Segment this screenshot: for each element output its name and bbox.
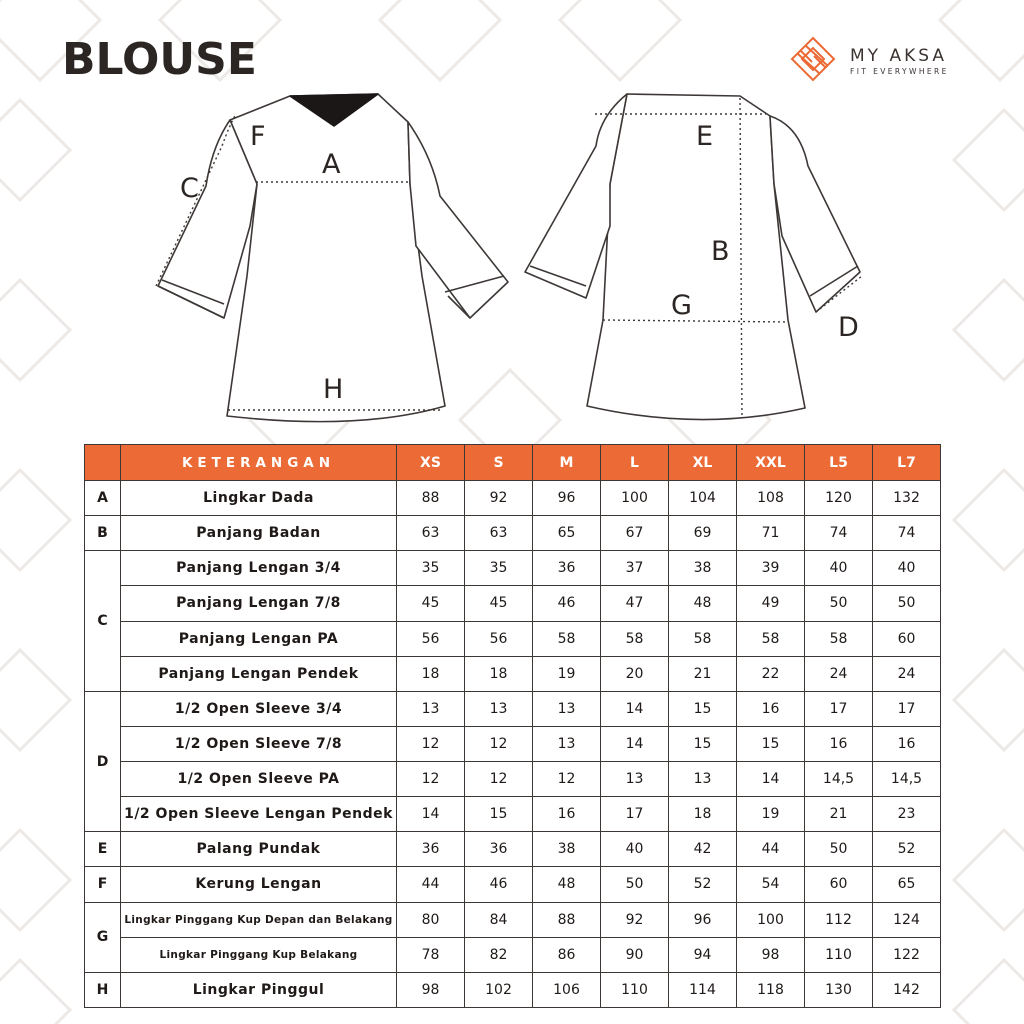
brand-logo-icon (788, 36, 838, 82)
size-value-cell: 112 (805, 902, 873, 937)
size-value-cell: 21 (805, 797, 873, 832)
size-value-cell: 58 (737, 621, 805, 656)
size-value-cell: 50 (601, 867, 669, 902)
size-value-cell: 88 (533, 902, 601, 937)
measurement-label-cell: Panjang Lengan 3/4 (121, 551, 397, 586)
size-value-cell: 39 (737, 551, 805, 586)
size-value-cell: 12 (465, 726, 533, 761)
size-value-cell: 18 (397, 656, 465, 691)
size-value-cell: 56 (397, 621, 465, 656)
label-a: A (322, 149, 341, 180)
size-value-cell: 50 (805, 832, 873, 867)
table-row (85, 762, 941, 797)
size-value-cell: 50 (873, 586, 941, 621)
label-d: D (838, 312, 859, 343)
size-value-cell: 19 (737, 797, 805, 832)
table-row (85, 937, 941, 972)
measurement-label-cell: Panjang Lengan 7/8 (121, 586, 397, 621)
size-value-cell: 12 (533, 762, 601, 797)
size-value-cell: 60 (873, 621, 941, 656)
size-value-cell: 86 (533, 937, 601, 972)
size-value-cell: 22 (737, 656, 805, 691)
size-value-cell: 20 (601, 656, 669, 691)
size-value-cell: 71 (737, 516, 805, 551)
label-h: H (323, 374, 344, 405)
size-value-cell: 132 (873, 481, 941, 516)
size-value-cell: 12 (397, 726, 465, 761)
size-value-cell: 14 (601, 726, 669, 761)
brand-block (788, 36, 968, 82)
size-value-cell: 19 (533, 656, 601, 691)
measurement-label-cell: Panjang Lengan Pendek (121, 656, 397, 691)
table-row (85, 621, 941, 656)
size-value-cell: 84 (465, 902, 533, 937)
brand-tagline: FIT EVERYWHERE (850, 67, 949, 76)
size-value-cell: 17 (873, 691, 941, 726)
size-value-cell: 14 (397, 797, 465, 832)
size-value-cell: 24 (805, 656, 873, 691)
size-value-cell: 52 (669, 867, 737, 902)
size-value-cell: 36 (397, 832, 465, 867)
size-value-cell: 13 (533, 726, 601, 761)
size-value-cell: 120 (805, 481, 873, 516)
measurement-label-cell: Kerung Lengan (121, 867, 397, 902)
size-value-cell: 49 (737, 586, 805, 621)
size-value-cell: 18 (465, 656, 533, 691)
size-value-cell: 36 (465, 832, 533, 867)
measurement-label-cell: Lingkar Dada (121, 481, 397, 516)
size-value-cell: 13 (669, 762, 737, 797)
table-row (85, 867, 941, 902)
size-value-cell: 94 (669, 937, 737, 972)
size-value-cell: 130 (805, 972, 873, 1007)
measurement-label-cell: Lingkar Pinggul (121, 972, 397, 1007)
header-cell: M (533, 445, 601, 481)
size-value-cell: 142 (873, 972, 941, 1007)
size-value-cell: 12 (465, 762, 533, 797)
group-code-cell: E (85, 832, 121, 867)
size-value-cell: 16 (533, 797, 601, 832)
table-row (85, 551, 941, 586)
table-row (85, 972, 941, 1007)
table-row (85, 726, 941, 761)
size-value-cell: 88 (397, 481, 465, 516)
brand-name: MY AKSA (850, 46, 947, 66)
table-row (85, 797, 941, 832)
size-value-cell: 60 (805, 867, 873, 902)
size-value-cell: 17 (805, 691, 873, 726)
size-value-cell: 15 (669, 726, 737, 761)
measurement-label-cell: 1/2 Open Sleeve 3/4 (121, 691, 397, 726)
header-cell: L (601, 445, 669, 481)
size-value-cell: 15 (465, 797, 533, 832)
header-cell: L7 (873, 445, 941, 481)
size-value-cell: 90 (601, 937, 669, 972)
size-value-cell: 44 (737, 832, 805, 867)
size-value-cell: 110 (601, 972, 669, 1007)
size-value-cell: 52 (873, 832, 941, 867)
size-value-cell: 98 (397, 972, 465, 1007)
size-value-cell: 16 (737, 691, 805, 726)
size-value-cell: 48 (669, 586, 737, 621)
size-value-cell: 40 (805, 551, 873, 586)
header-code-cell (85, 445, 121, 481)
size-value-cell: 15 (669, 691, 737, 726)
size-value-cell: 47 (601, 586, 669, 621)
table-row (85, 656, 941, 691)
size-value-cell: 54 (737, 867, 805, 902)
size-value-cell: 104 (669, 481, 737, 516)
size-value-cell: 23 (873, 797, 941, 832)
header-cell: L5 (805, 445, 873, 481)
table-row (85, 481, 941, 516)
size-value-cell: 40 (873, 551, 941, 586)
size-value-cell: 58 (601, 621, 669, 656)
measurement-label-cell: 1/2 Open Sleeve 7/8 (121, 726, 397, 761)
measurement-label-cell: Panjang Badan (121, 516, 397, 551)
size-value-cell: 58 (805, 621, 873, 656)
size-value-cell: 98 (737, 937, 805, 972)
table-row (85, 832, 941, 867)
page-title: BLOUSE (62, 34, 257, 85)
size-value-cell: 108 (737, 481, 805, 516)
size-value-cell: 110 (805, 937, 873, 972)
group-code-cell: F (85, 867, 121, 902)
size-value-cell: 14,5 (805, 762, 873, 797)
size-value-cell: 65 (873, 867, 941, 902)
size-chart-table (84, 444, 941, 1008)
measurement-label-cell: 1/2 Open Sleeve PA (121, 762, 397, 797)
size-value-cell: 74 (873, 516, 941, 551)
size-value-cell: 13 (465, 691, 533, 726)
size-value-cell: 80 (397, 902, 465, 937)
size-value-cell: 35 (465, 551, 533, 586)
front-view-blouse (158, 94, 508, 422)
size-value-cell: 58 (669, 621, 737, 656)
size-value-cell: 92 (601, 902, 669, 937)
size-value-cell: 38 (669, 551, 737, 586)
table-row (85, 516, 941, 551)
header-cell: XS (397, 445, 465, 481)
table-row (85, 902, 941, 937)
size-value-cell: 50 (805, 586, 873, 621)
size-value-cell: 21 (669, 656, 737, 691)
size-value-cell: 45 (397, 586, 465, 621)
group-code-cell: H (85, 972, 121, 1007)
size-value-cell: 100 (737, 902, 805, 937)
size-value-cell: 35 (397, 551, 465, 586)
size-value-cell: 37 (601, 551, 669, 586)
size-value-cell: 58 (533, 621, 601, 656)
header-cell: KETERANGAN (121, 445, 397, 481)
measurement-label-cell: 1/2 Open Sleeve Lengan Pendek (121, 797, 397, 832)
size-value-cell: 96 (533, 481, 601, 516)
size-value-cell: 13 (397, 691, 465, 726)
measurement-label-cell: Lingkar Pinggang Kup Belakang (121, 937, 397, 972)
size-value-cell: 56 (465, 621, 533, 656)
size-value-cell: 14 (737, 762, 805, 797)
measurement-label-cell: Lingkar Pinggang Kup Depan dan Belakang (121, 902, 397, 937)
size-value-cell: 92 (465, 481, 533, 516)
table-header-row (85, 445, 941, 481)
size-value-cell: 24 (873, 656, 941, 691)
group-code-cell: B (85, 516, 121, 551)
size-value-cell: 124 (873, 902, 941, 937)
size-value-cell: 63 (465, 516, 533, 551)
size-value-cell: 69 (669, 516, 737, 551)
label-f: F (250, 121, 266, 152)
header-cell: XL (669, 445, 737, 481)
size-value-cell: 122 (873, 937, 941, 972)
size-chart-body (85, 481, 941, 1008)
group-code-cell: D (85, 691, 121, 832)
size-value-cell: 15 (737, 726, 805, 761)
group-code-cell: G (85, 902, 121, 972)
header-cell: S (465, 445, 533, 481)
size-value-cell: 18 (669, 797, 737, 832)
size-value-cell: 74 (805, 516, 873, 551)
group-code-cell: C (85, 551, 121, 692)
size-value-cell: 16 (873, 726, 941, 761)
size-value-cell: 38 (533, 832, 601, 867)
size-value-cell: 13 (533, 691, 601, 726)
size-value-cell: 45 (465, 586, 533, 621)
measurement-label-cell: Palang Pundak (121, 832, 397, 867)
size-value-cell: 67 (601, 516, 669, 551)
size-value-cell: 36 (533, 551, 601, 586)
size-value-cell: 100 (601, 481, 669, 516)
table-row (85, 586, 941, 621)
size-value-cell: 48 (533, 867, 601, 902)
size-value-cell: 106 (533, 972, 601, 1007)
size-value-cell: 118 (737, 972, 805, 1007)
size-value-cell: 114 (669, 972, 737, 1007)
size-value-cell: 96 (669, 902, 737, 937)
measurement-label-cell: Panjang Lengan PA (121, 621, 397, 656)
label-e: E (696, 121, 714, 152)
label-b: B (711, 236, 730, 267)
size-value-cell: 14 (601, 691, 669, 726)
label-g: G (671, 290, 692, 321)
size-value-cell: 78 (397, 937, 465, 972)
size-value-cell: 14,5 (873, 762, 941, 797)
size-value-cell: 65 (533, 516, 601, 551)
size-value-cell: 102 (465, 972, 533, 1007)
back-view-blouse (525, 94, 860, 420)
table-row (85, 691, 941, 726)
size-value-cell: 13 (601, 762, 669, 797)
label-c: C (180, 173, 199, 204)
size-value-cell: 17 (601, 797, 669, 832)
header-cell: XXL (737, 445, 805, 481)
size-value-cell: 42 (669, 832, 737, 867)
size-value-cell: 46 (533, 586, 601, 621)
size-value-cell: 44 (397, 867, 465, 902)
size-value-cell: 40 (601, 832, 669, 867)
size-value-cell: 82 (465, 937, 533, 972)
group-code-cell: A (85, 481, 121, 516)
size-value-cell: 63 (397, 516, 465, 551)
size-value-cell: 16 (805, 726, 873, 761)
size-value-cell: 46 (465, 867, 533, 902)
size-value-cell: 12 (397, 762, 465, 797)
